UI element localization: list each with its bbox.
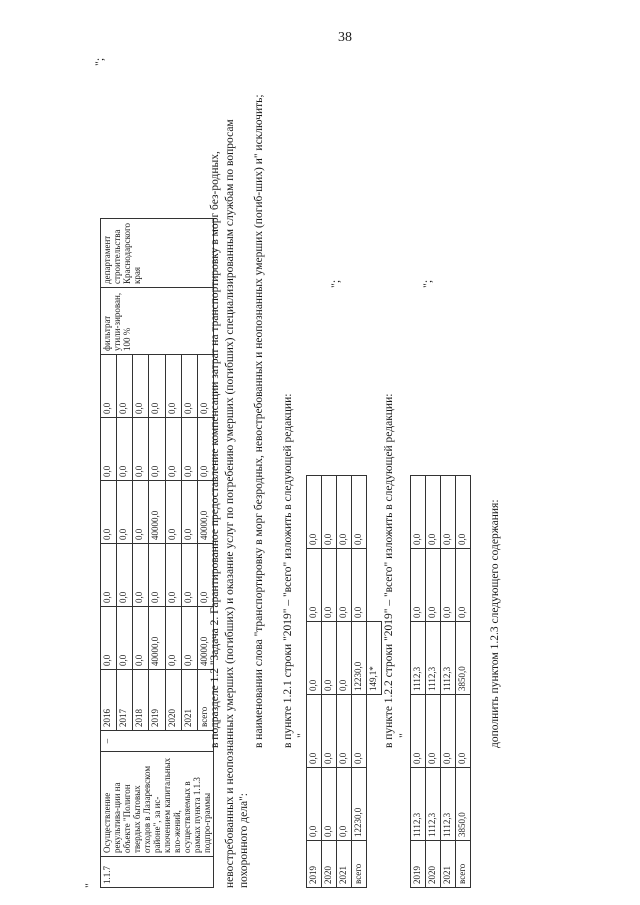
measure-table (100, 218, 214, 888)
year-cell: 2021 (441, 841, 456, 888)
value-cell: 0,0 (426, 695, 441, 768)
value-cell: 0,0 (337, 695, 352, 768)
value-cell: 1112,3 (441, 768, 456, 841)
executor-cell: департамент строительства Краснодарского края (101, 219, 214, 288)
year-cell: 2019 (307, 841, 322, 888)
year-cell: 2020 (322, 841, 337, 888)
opening-quote: " (82, 883, 96, 888)
table-row (456, 476, 471, 888)
table-row (426, 476, 441, 888)
value-cell: 1112,3 (426, 622, 441, 695)
paragraph-item-122: в пункте 1.2.2 строки "2019" – "всего" изложить в следующей редакции: (383, 393, 395, 748)
value-cell: 0,0 (117, 607, 133, 670)
rotated-content (82, 38, 560, 888)
value-cell: 0,0 (337, 768, 352, 841)
value-cell: 0,0 (165, 418, 181, 481)
value-cell: 0,0 (307, 768, 322, 841)
item-number: 1.1.7 (101, 857, 214, 888)
table-row (441, 476, 456, 888)
year-cell: всего (197, 670, 213, 731)
value-cell: 3850,0 (456, 622, 471, 695)
value-cell: 0,0 (181, 544, 197, 607)
value-cell: 0,0 (307, 695, 322, 768)
value-cell: 0,0 (197, 544, 213, 607)
value-cell: 0,0 (411, 695, 426, 768)
year-cell: 2020 (165, 670, 181, 731)
footnote-row (367, 476, 382, 888)
value-cell: 40000,0 (149, 481, 165, 544)
empty-cell (367, 549, 382, 622)
value-cell: 0,0 (149, 418, 165, 481)
value-cell: 0,0 (133, 544, 149, 607)
value-cell: 0,0 (441, 549, 456, 622)
value-cell: 0,0 (322, 549, 337, 622)
value-cell: 0,0 (149, 355, 165, 418)
value-cell: 0,0 (133, 481, 149, 544)
value-cell: 1112,3 (411, 768, 426, 841)
value-cell: 1112,3 (441, 622, 456, 695)
value-cell: 0,0 (322, 695, 337, 768)
page-number: 38 (338, 30, 352, 45)
value-cell: 0,0 (322, 622, 337, 695)
value-cell: 0,0 (441, 476, 456, 549)
value-cell: 0,0 (117, 481, 133, 544)
value-cell: 0,0 (133, 607, 149, 670)
value-cell: 1112,3 (426, 768, 441, 841)
year-cell: 2019 (411, 841, 426, 888)
table-row (101, 219, 117, 888)
year-cell: 2018 (133, 670, 149, 731)
value-cell: 0,0 (165, 481, 181, 544)
table-row (352, 476, 367, 888)
value-cell: 0,0 (117, 418, 133, 481)
value-cell: 1112,3 (411, 622, 426, 695)
paragraph-item-123: дополнить пунктом 1.2.3 следующего содержания: (489, 499, 501, 748)
item-dash: – (101, 731, 214, 752)
value-cell: 12230,0 (352, 768, 367, 841)
value-cell: 0,0 (307, 622, 322, 695)
year-cell: всего (352, 841, 367, 888)
value-cell: 0,0 (197, 355, 213, 418)
paragraph-subsection: в подразделе 1.2 "Задача 2. Гарантированное предоставление компенсации затрат на транспортировку в морг без-родных, невостребованных и неопознанных умерших (погибших) и оказание услуг по погребению умерших (погибших) специализированным службам по вопросам похоронного дела": (209, 119, 250, 888)
value-cell: 0,0 (337, 476, 352, 549)
year-cell: 2017 (117, 670, 133, 731)
table-row (411, 476, 426, 888)
table-row (307, 476, 322, 888)
value-cell: 0,0 (352, 695, 367, 768)
table-row (322, 476, 337, 888)
value-cell: 0,0 (411, 476, 426, 549)
empty-cell (367, 476, 382, 549)
value-cell: 0,0 (149, 544, 165, 607)
value-cell: 0,0 (181, 418, 197, 481)
value-cell: 0,0 (411, 549, 426, 622)
year-cell: 2016 (101, 670, 117, 731)
value-cell: 40000,0 (197, 607, 213, 670)
year-cell: 2021 (337, 841, 352, 888)
value-cell: 0,0 (337, 549, 352, 622)
value-cell: 0,0 (165, 544, 181, 607)
value-cell: 0,0 (165, 607, 181, 670)
value-cell: 40000,0 (197, 481, 213, 544)
year-cell: 2021 (181, 670, 197, 731)
opening-quote-3: " (396, 733, 410, 738)
empty-cell (367, 768, 382, 841)
value-cell: 0,0 (307, 549, 322, 622)
paragraph-item-121: в пункте 1.2.1 строки "2019" – "всего" изложить в следующей редакции: (282, 393, 294, 748)
value-cell: 0,0 (426, 549, 441, 622)
value-cell: 0,0 (101, 355, 117, 418)
value-cell: 0,0 (101, 544, 117, 607)
value-cell: 0,0 (456, 476, 471, 549)
value-cell: 0,0 (101, 481, 117, 544)
item-121-table (306, 475, 382, 888)
value-cell: 0,0 (165, 355, 181, 418)
closing-quote-2: "; (328, 279, 342, 288)
value-cell: 0,0 (441, 695, 456, 768)
value-cell: 0,0 (117, 544, 133, 607)
value-cell: 0,0 (117, 355, 133, 418)
value-cell: 3850,0 (456, 768, 471, 841)
value-cell: 0,0 (352, 549, 367, 622)
year-cell: 2020 (426, 841, 441, 888)
value-cell: 0,0 (181, 355, 197, 418)
value-cell: 40000,0 (149, 607, 165, 670)
item-name: Осуществление рекультива-ции на объекте "Полигон твердых бытовых отходов в Лазаревском районе", за ис-ключением капитальных вло-жений, осуществляемых в рамках пункта 1.1.3 подпро-граммы (101, 752, 214, 857)
value-cell: 0,0 (307, 476, 322, 549)
item-122-table (410, 475, 471, 888)
value-cell: 0,0 (197, 418, 213, 481)
footnote-value: 149,1* (367, 622, 382, 695)
value-cell: 0,0 (322, 768, 337, 841)
result-cell: фильтрат утили-зирован, 100 % (101, 288, 214, 355)
value-cell: 0,0 (352, 476, 367, 549)
value-cell: 0,0 (133, 355, 149, 418)
empty-cell (367, 695, 382, 768)
value-cell: 0,0 (456, 695, 471, 768)
value-cell: 0,0 (181, 481, 197, 544)
closing-quote: "; (92, 57, 106, 66)
value-cell: 0,0 (101, 607, 117, 670)
opening-quote-2: " (294, 733, 308, 738)
value-cell: 0,0 (337, 622, 352, 695)
value-cell: 0,0 (426, 476, 441, 549)
value-cell: 0,0 (456, 549, 471, 622)
value-cell: 0,0 (101, 418, 117, 481)
value-cell: 0,0 (133, 418, 149, 481)
closing-quote-3: "; (420, 279, 434, 288)
value-cell: 0,0 (322, 476, 337, 549)
paragraph-name-change: в наименовании слова "транспортировку в морг безродных, невостребованных и неопознанных умерших (погиб-ших) и" исключить; (253, 94, 265, 748)
empty-cell (367, 841, 382, 888)
year-cell: 2019 (149, 670, 165, 731)
value-cell: 0,0 (181, 607, 197, 670)
value-cell: 12230,0 (352, 622, 367, 695)
year-cell: всего (456, 841, 471, 888)
table-row (337, 476, 352, 888)
